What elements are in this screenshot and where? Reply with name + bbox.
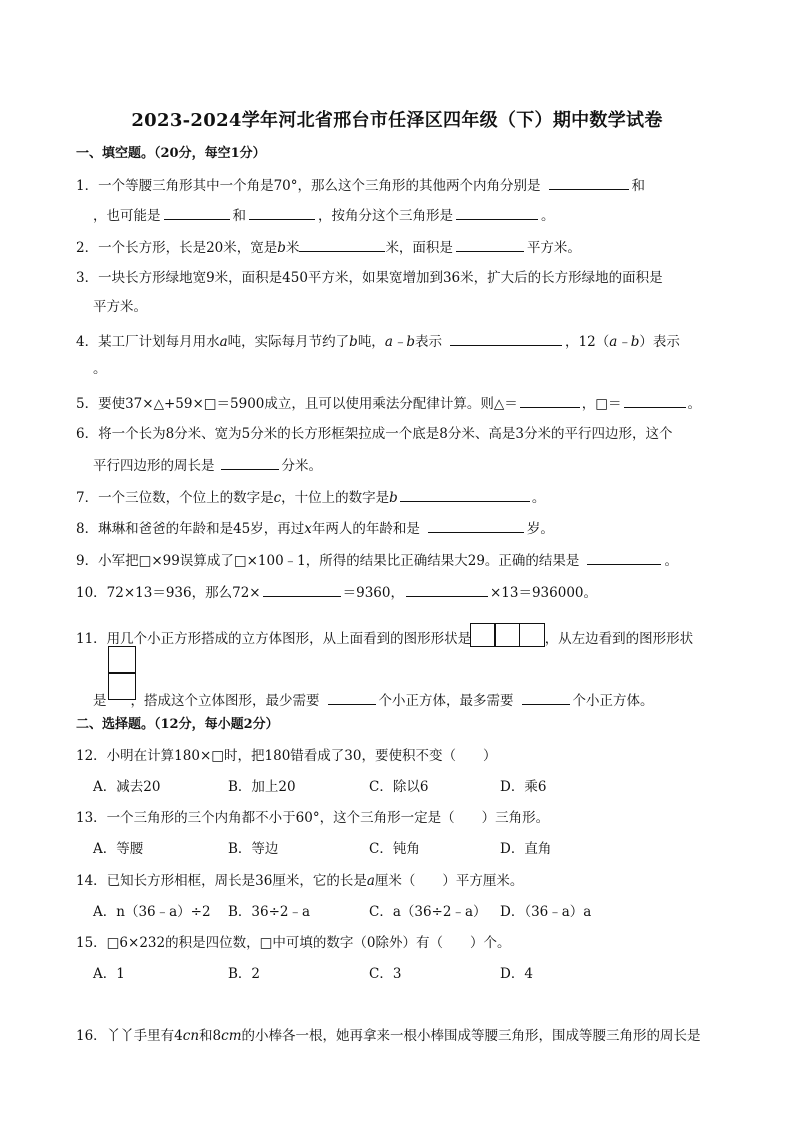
question-4-line-1: 4．某工厂计划每月用水a吨，实际每月节约了b吨，a﹣b表示 ，12（a﹣b）表示 [76,331,680,351]
question-7: 7．一个三位数，个位上的数字是c，十位上的数字是b 。 [76,487,545,507]
question-5: 5．要使37×△+59×□＝5900成立，且可以使用乘法分配律计算。则△＝ ，□＝ 。 [76,393,701,413]
question-14: 14．已知长方形相框，周长是36厘米，它的长是a厘米（ ）平方厘米。 [76,873,524,889]
option-a[interactable]: A．等腰 [93,841,144,857]
answer-blank[interactable] [450,331,562,346]
answer-blank[interactable] [549,175,629,190]
option-a[interactable]: A．减去20 [93,779,161,795]
section-fill-in: 一、填空题。（20分，每空1分） [76,146,266,161]
option-d[interactable]: D．（36﹣a）a [500,904,592,920]
option-d[interactable]: D．乘6 [500,779,547,795]
answer-blank[interactable] [522,690,570,705]
question-10: 10．72×13＝936，那么72× ＝9360， ×13＝936000。 [76,582,597,602]
option-b[interactable]: B．36÷2﹣a [228,904,311,920]
option-c[interactable]: C．a（36÷2﹣a） [369,904,487,920]
option-c[interactable]: C．3 [369,966,402,982]
answer-blank[interactable] [587,550,661,565]
answer-blank[interactable] [299,237,385,252]
option-b[interactable]: B．加上20 [228,779,296,795]
answer-blank[interactable] [221,455,279,470]
question-8: 8．琳琳和爸爸的年龄和是45岁，再过x年两人的年龄和是 岁。 [76,518,554,538]
question-11-line-2: 是 ，搭成这个立体图形，最少需要 个小正方体，最多需要 个小正方体。 [93,690,654,710]
question-6-line-2: 平行四边形的周长是 分米。 [93,455,322,475]
answer-blank[interactable] [400,487,530,502]
question-12: 12．小明在计算180×□时，把180错看成了30，要使积不变（ ） [76,748,497,764]
answer-blank[interactable] [249,205,315,220]
question-9: 9．小军把□×99误算成了□×100﹣1，所得的结果比正确结果大29。正确的结果是 。 [76,550,678,570]
question-2: 2．一个长方形，长是20米，宽是b米 米，面积是 平方米。 [76,237,581,257]
option-a[interactable]: A．1 [93,966,125,982]
grid-cell [494,623,520,647]
page-title: 2023-2024学年河北省邢台市任泽区四年级（下）期中数学试卷 [131,110,663,131]
question-13: 13．一个三角形的三个内角都不小于60°，这个三角形一定是（ ）三角形。 [76,810,550,826]
grid-cell [108,646,136,674]
option-a[interactable]: A．n（36﹣a）÷2 [93,904,211,920]
question-16: 16．丫丫手里有4cn和8cm的小棒各一根，她再拿来一根小棒围成等腰三角形，围成等腰三角形的周长是 [76,1028,701,1044]
option-b[interactable]: B．2 [228,966,261,982]
top-view-figure [471,623,545,652]
answer-blank[interactable] [456,237,524,252]
question-4-line-2: 。 [93,361,107,377]
question-11-line-1: 11．用几个小正方形搭成的立方体图形，从上面看到的图形形状是 ，从左边看到的图形形状 [76,625,693,654]
option-c[interactable]: C．钝角 [369,841,420,857]
answer-blank[interactable] [406,582,488,597]
answer-blank[interactable] [520,393,580,408]
question-6-line-1: 6．将一个长为8分米、宽为5分米的长方形框架拉成一个底是8分米、高是3分米的平行四边形，这个 [76,426,673,442]
grid-cell [470,623,496,647]
option-c[interactable]: C．除以6 [369,779,429,795]
question-1-line-1: 1．一个等腰三角形其中一个角是70°，那么这个三角形的其他两个内角分别是 和 [76,175,645,195]
option-d[interactable]: D．直角 [500,841,552,857]
answer-blank[interactable] [263,582,341,597]
question-3-line-1: 3．一块长方形绿地宽9米，面积是450平方米，如果宽增加到36米，扩大后的长方形绿地的面积是 [76,270,663,286]
answer-blank[interactable] [624,393,686,408]
answer-blank[interactable] [328,690,376,705]
section-multiple-choice: 二、选择题。（12分，每小题2分） [76,717,279,732]
answer-blank[interactable] [456,205,538,220]
option-d[interactable]: D．4 [500,966,533,982]
question-3-line-2: 平方米。 [93,299,147,315]
option-b[interactable]: B．等边 [228,841,279,857]
grid-cell [519,623,545,647]
question-1-line-2: ，也可能是 和 ，按角分这个三角形是 。 [93,205,555,225]
answer-blank[interactable] [164,205,230,220]
answer-blank[interactable] [428,518,524,533]
question-15: 15．□6×232的积是四位数，□中可填的数字（0除外）有（ ）个。 [76,935,511,951]
